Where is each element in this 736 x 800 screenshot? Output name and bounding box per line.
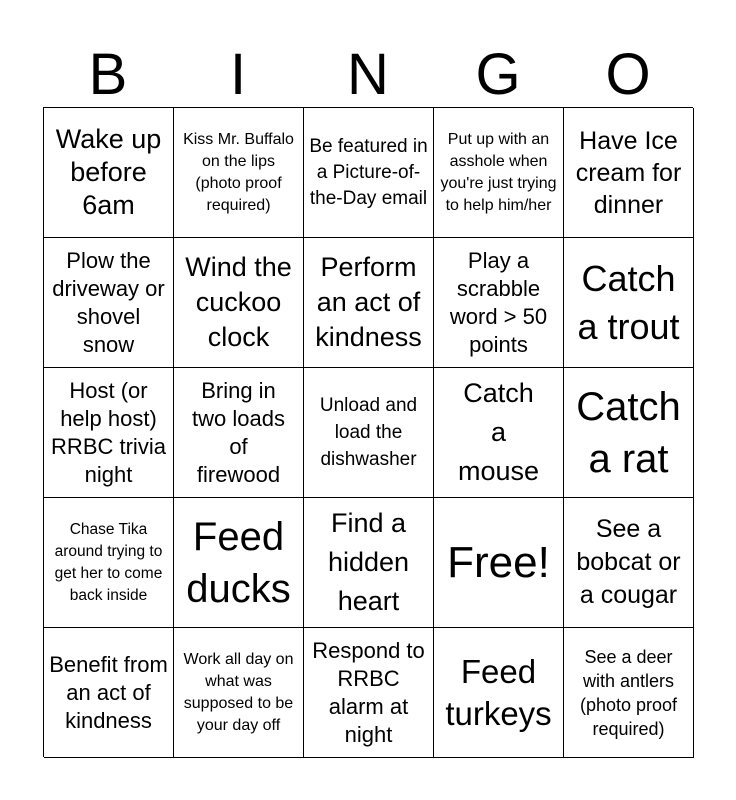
cell-text: Have Ice cream for dinner: [575, 126, 682, 219]
bingo-cell[interactable]: [304, 368, 434, 498]
bingo-cell[interactable]: [174, 238, 304, 368]
cell-text: See a deer with antlers (photo proof required): [579, 646, 678, 739]
bingo-cell[interactable]: [564, 368, 694, 498]
bingo-board: [43, 107, 693, 757]
bingo-cell[interactable]: [174, 108, 304, 238]
bingo-cell[interactable]: [44, 368, 174, 498]
bingo-cell[interactable]: [304, 108, 434, 238]
bingo-cell[interactable]: [44, 498, 174, 628]
cell-text: Host (or help host) RRBC trivia night: [51, 377, 166, 487]
bingo-cell[interactable]: [44, 238, 174, 368]
cell-text: Unload and load the dishwasher: [319, 395, 418, 470]
bingo-header: [43, 42, 693, 108]
cell-text: Perform an act of kindness: [315, 252, 422, 352]
cell-text: Free!: [447, 537, 550, 587]
cell-text: Plow the driveway or shovel snow: [52, 247, 165, 357]
cell-text: Feed ducks: [186, 514, 291, 611]
cell-text: Find a hidden heart: [327, 508, 410, 616]
header-letter-o: O: [605, 42, 651, 107]
bingo-cell[interactable]: [304, 238, 434, 368]
bingo-cell[interactable]: [434, 628, 564, 758]
bingo-cell[interactable]: [564, 238, 694, 368]
cell-text: Be featured in a Picture-of-the-Day email: [309, 135, 428, 209]
bingo-cell[interactable]: [434, 368, 564, 498]
header-letter-b: B: [88, 42, 128, 107]
cell-text: See a bobcat or a cougar: [576, 515, 681, 609]
bingo-cell[interactable]: [564, 498, 694, 628]
cell-text: Catch a mouse: [457, 378, 540, 486]
bingo-cell[interactable]: [44, 628, 174, 758]
cell-text: Play a scrabble word > 50 points: [449, 247, 548, 357]
cell-text: Put up with an asshole when you're just trying to help him/her: [440, 130, 557, 214]
bingo-cell[interactable]: [304, 498, 434, 628]
header-letter-n: N: [347, 42, 389, 107]
cell-text: Catch a trout: [577, 257, 680, 347]
bingo-cell[interactable]: [174, 368, 304, 498]
bingo-cell[interactable]: [434, 108, 564, 238]
bingo-cell[interactable]: [44, 108, 174, 238]
cell-text: Feed turkeys: [445, 652, 552, 732]
cell-text: Work all day on what was supposed to be your day off: [183, 650, 294, 734]
cell-text: Benefit from an act of kindness: [49, 651, 168, 733]
bingo-cell[interactable]: [434, 498, 564, 628]
cell-text: Kiss Mr. Buffalo on the lips (photo proof required): [183, 130, 294, 214]
bingo-cell[interactable]: [434, 238, 564, 368]
bingo-cell[interactable]: [304, 628, 434, 758]
header-letter-i: I: [229, 42, 247, 107]
cell-text: Chase Tika around trying to get her to come back inside: [54, 520, 163, 604]
bingo-cell[interactable]: [174, 498, 304, 628]
cell-text: Respond to RRBC alarm at night: [312, 637, 425, 747]
header-letter-g: G: [475, 42, 521, 107]
bingo-cell[interactable]: [174, 628, 304, 758]
bingo-cell[interactable]: [564, 108, 694, 238]
bingo-cell[interactable]: [564, 628, 694, 758]
cell-text: Catch a rat: [576, 384, 681, 481]
cell-text: Bring in two loads of firewood: [192, 377, 285, 487]
cell-text: Wake up before 6am: [55, 124, 162, 220]
cell-text: Wind the cuckoo clock: [185, 252, 292, 352]
